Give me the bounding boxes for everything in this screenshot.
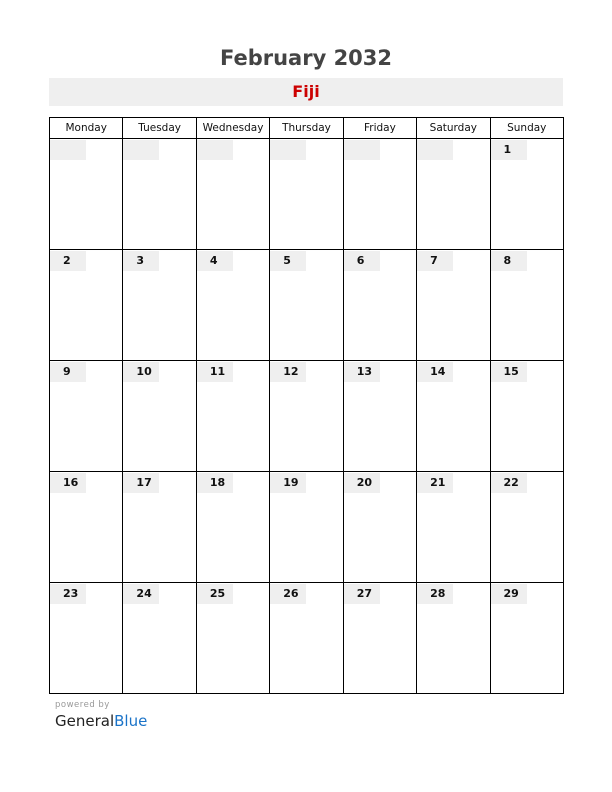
- weekday-header-row: [50, 118, 564, 139]
- day-cell: [343, 139, 416, 250]
- day-number: 10: [123, 362, 159, 382]
- day-cell: [50, 139, 123, 250]
- day-number: 19: [270, 473, 306, 493]
- day-cell: [490, 250, 563, 361]
- day-cell: [270, 472, 343, 583]
- day-number: 9: [50, 362, 86, 382]
- day-cell: [123, 472, 196, 583]
- weekday-header: Monday: [50, 118, 123, 139]
- day-cell: [123, 583, 196, 694]
- day-cell: [196, 361, 269, 472]
- day-cell: [343, 250, 416, 361]
- week-row: [50, 250, 564, 361]
- day-cell: [196, 583, 269, 694]
- day-cell: [123, 139, 196, 250]
- day-cell: [50, 583, 123, 694]
- weekday-header: Friday: [343, 118, 416, 139]
- day-number: 28: [417, 584, 453, 604]
- day-number: [123, 140, 159, 160]
- day-number: 4: [197, 251, 233, 271]
- day-cell: [343, 361, 416, 472]
- brand-logo[interactable]: [55, 712, 147, 730]
- weekday-header: Thursday: [270, 118, 343, 139]
- day-number: 12: [270, 362, 306, 382]
- day-cell: [417, 361, 490, 472]
- brand-blue: Blue: [114, 712, 148, 730]
- day-cell: [196, 139, 269, 250]
- day-number: 17: [123, 473, 159, 493]
- day-number: 20: [344, 473, 380, 493]
- weekday-header: Saturday: [417, 118, 490, 139]
- page-title: February 2032: [219, 46, 393, 70]
- powered-by-label: powered by: [55, 700, 110, 710]
- day-cell: [343, 583, 416, 694]
- week-row: [50, 583, 564, 694]
- day-cell: [417, 250, 490, 361]
- week-row: [50, 139, 564, 250]
- day-number: 15: [491, 362, 527, 382]
- day-number: 27: [344, 584, 380, 604]
- footer: [55, 700, 147, 730]
- week-row: [50, 361, 564, 472]
- day-number: [197, 140, 233, 160]
- day-number: 11: [197, 362, 233, 382]
- day-cell: [417, 139, 490, 250]
- day-number: 16: [50, 473, 86, 493]
- day-number: 21: [417, 473, 453, 493]
- day-cell: [270, 250, 343, 361]
- day-number: 29: [491, 584, 527, 604]
- day-cell: [123, 361, 196, 472]
- day-cell: [196, 472, 269, 583]
- day-cell: [343, 472, 416, 583]
- day-number: 8: [491, 251, 527, 271]
- day-cell: [490, 583, 563, 694]
- day-number: 14: [417, 362, 453, 382]
- day-cell: [123, 250, 196, 361]
- day-number: [270, 140, 306, 160]
- day-cell: [50, 361, 123, 472]
- day-cell: [490, 139, 563, 250]
- day-number: 6: [344, 251, 380, 271]
- day-number: 3: [123, 251, 159, 271]
- day-cell: [490, 361, 563, 472]
- day-cell: [270, 139, 343, 250]
- day-number: 2: [50, 251, 86, 271]
- day-cell: [417, 583, 490, 694]
- day-cell: [50, 250, 123, 361]
- day-number: 23: [50, 584, 86, 604]
- day-number: 24: [123, 584, 159, 604]
- day-number: 5: [270, 251, 306, 271]
- day-cell: [417, 472, 490, 583]
- day-number: 26: [270, 584, 306, 604]
- day-number: [417, 140, 453, 160]
- day-number: 7: [417, 251, 453, 271]
- day-cell: [50, 472, 123, 583]
- day-cell: [270, 361, 343, 472]
- day-cell: [490, 472, 563, 583]
- day-number: [344, 140, 380, 160]
- day-number: 22: [491, 473, 527, 493]
- week-row: [50, 472, 564, 583]
- day-cell: [196, 250, 269, 361]
- weekday-header: Sunday: [490, 118, 563, 139]
- brand-general: General: [55, 712, 115, 730]
- day-number: 13: [344, 362, 380, 382]
- calendar-grid: [49, 117, 564, 694]
- day-number: 18: [197, 473, 233, 493]
- day-number: 25: [197, 584, 233, 604]
- weekday-header: Wednesday: [196, 118, 269, 139]
- day-number: 1: [491, 140, 527, 160]
- weekday-header: Tuesday: [123, 118, 196, 139]
- day-cell: [270, 583, 343, 694]
- day-number: [50, 140, 86, 160]
- country-label: Fiji: [49, 78, 563, 106]
